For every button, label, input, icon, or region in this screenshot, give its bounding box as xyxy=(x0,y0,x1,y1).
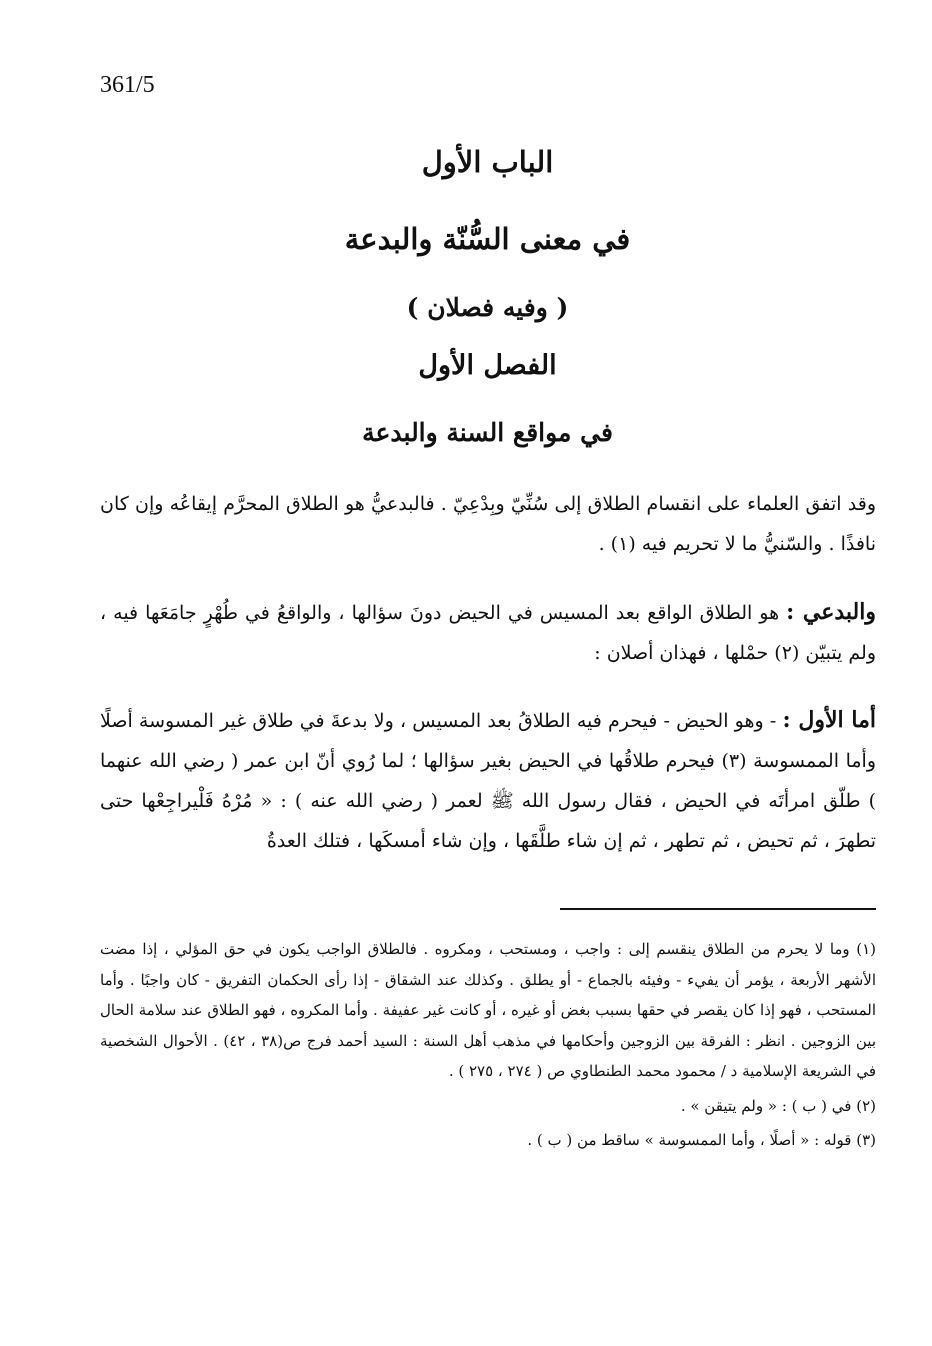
paragraph-lead: أما الأول : xyxy=(782,707,877,733)
page-number: 361/5 xyxy=(100,72,155,98)
footnote-divider xyxy=(560,908,876,910)
sections-note: ( وفيه فصلان ) xyxy=(406,293,569,322)
paragraph-first-origin xyxy=(100,700,876,861)
paragraph-bidi xyxy=(100,592,876,673)
chapter-subject: في معنى السُّنّة والبدعة xyxy=(344,222,631,256)
footnote-2: (٢) في ( ب ) : « ولم يتيقن » . xyxy=(680,1096,876,1115)
footnote-1: (١) وما لا يحرم من الطلاق ينقسم إلى : واجب ، ومستحب ، ومكروه . فالطلاق الواجب يكون في حق المؤلي ، إذا مضت الأشهر الأربعة ، يؤمر أن يفيء - وفيئه بالجماع - أو يطلق . وكذلك عند الشقاق - إذا رأى الحكمان التفريق - كان واجبًا . وأما المستحب ، فهو إذا كان يقصر في حقها بسبب بغض أو غيره ، أو كانت غير عفيفة . وأما المكروه ، فهو الطلاق عند سلامة الحال بين الزوجين . انظر : الفرقة بين الزوجين وأحكامها في مذهب أهل السنة : السيد أحمد فرج ص(٣٨ ، ٤٢) . الأحوال الشخصية في الشريعة الإسلامية د / محمود محمد الطنطاوي ص ( ٢٧٤ ، ٢٧٥ ) . xyxy=(100,940,876,1080)
paragraph-text: - وهو الحيض - فيحرم فيه الطلاقُ بعد المسيس ، ولا بدعةَ في طلاق غير المسوسة أصلًا وأما الممسوسة (٣) فيحرم طلاقُها في الحيض بغير سؤالها ؛ لما رُوي أنّ ابن عمر ( رضي الله عنهما ) طلّق امرأتَه في الحيض ، فقال رسول الله ﷺ لعمر ( رضي الله عنه ) : « مُرْهُ فَلْيراجِعْها حتى تطهرَ ، ثم تحيض ، ثم تطهر ، ثم إن شاء طلَّقَها ، وإن شاء أمسكَها ، فتلك العدةُ xyxy=(100,710,876,852)
section-subject: في مواقع السنة والبدعة xyxy=(362,418,613,447)
chapter-title: الباب الأول xyxy=(421,145,554,179)
footnotes xyxy=(100,934,876,1156)
paragraph-intro: وقد اتفق العلماء على انقسام الطلاق إلى سُنِّيّ وبِدْعِيّ . فالبدعيُّ هو الطلاق المحرَّم إيقاعُه وإن كان نافذًا . والسّنيُّ ما لا تحريم فيه (١) . xyxy=(100,493,876,555)
paragraph-text: هو الطلاق الواقع بعد المسيس في الحيض دونَ سؤالها ، والواقعُ في طُهْرٍ جامَعَها فيه ، ولم يتبيّن (٢) حمْلها ، فهذان أصلان : xyxy=(100,602,876,664)
paragraph-lead: والبدعي : xyxy=(786,599,876,625)
section-title: الفصل الأول xyxy=(418,350,557,381)
footnote-3: (٣) قوله : « أصلًا ، وأما الممسوسة » ساقط من ( ب ) . xyxy=(527,1131,876,1149)
